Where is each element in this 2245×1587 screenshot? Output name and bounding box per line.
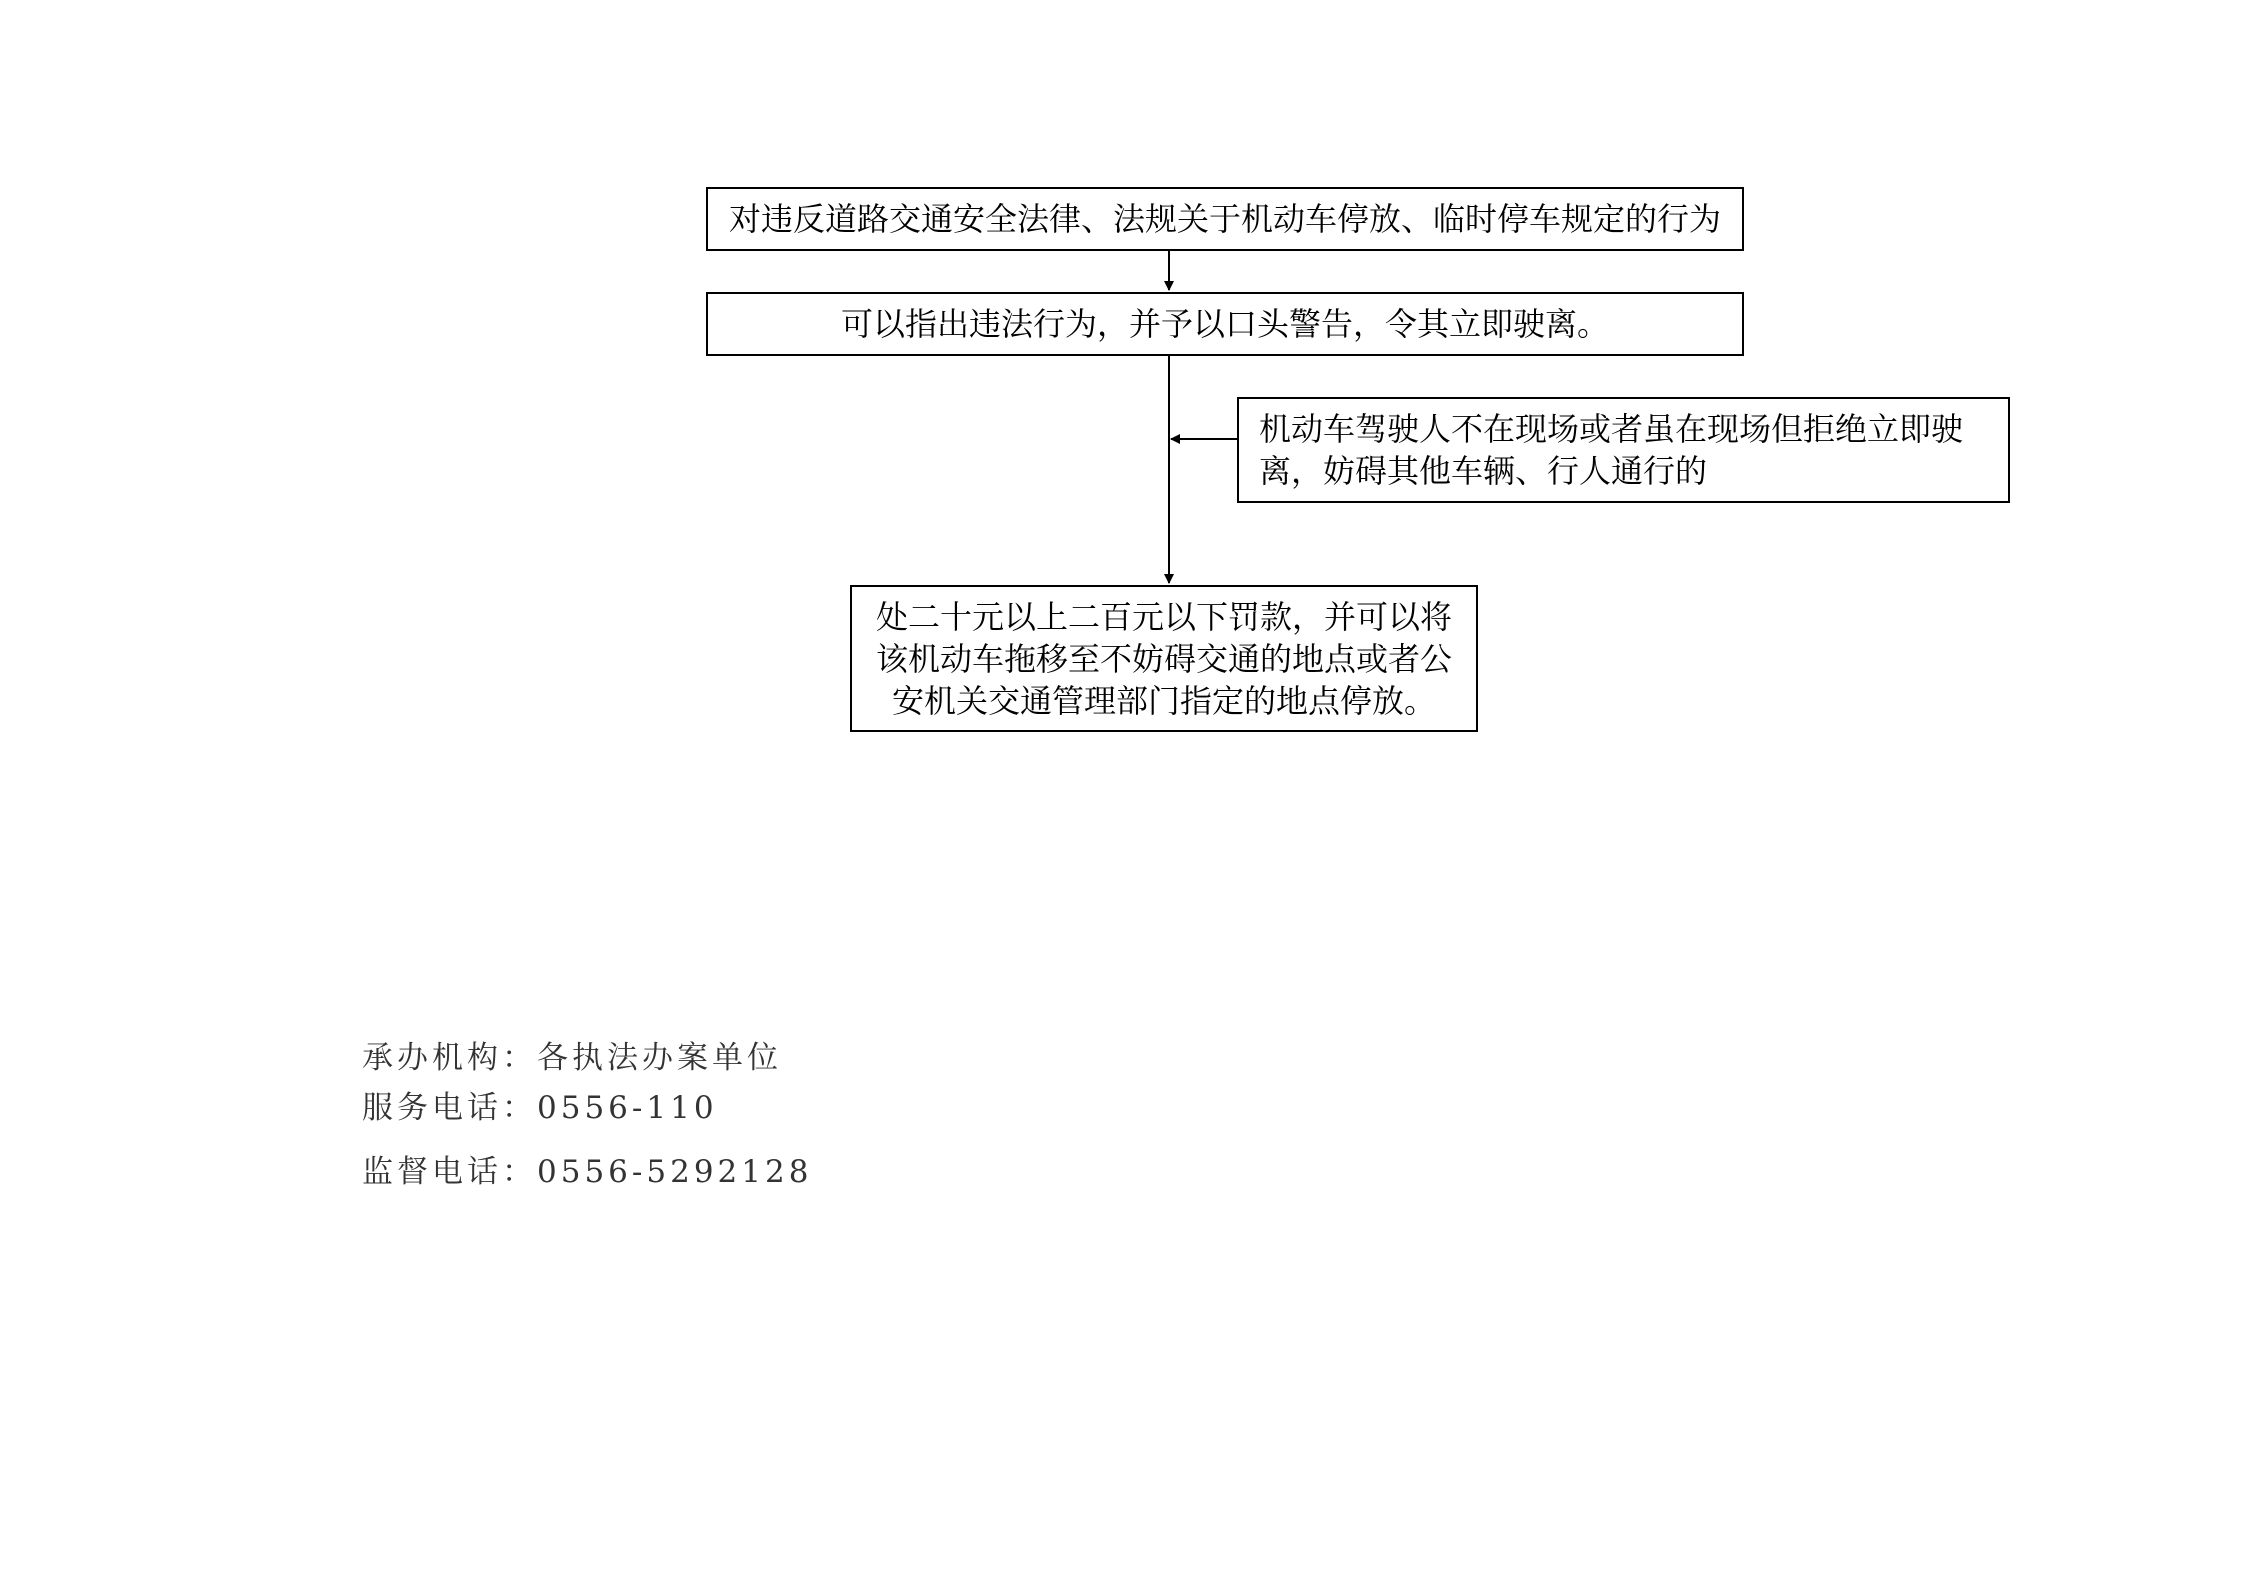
flow-condition-refuse-text: 机动车驾驶人不在现场或者虽在现场但拒绝立即驶离，妨碍其他车辆、行人通行的 <box>1259 410 1964 490</box>
footer-organization: 承办机构：各执法办案单位 <box>362 1040 782 1076</box>
footer-supervision-phone: 监督电话：0556-5292128 <box>362 1154 813 1190</box>
flow-step-warning-text: 可以指出违法行为，并予以口头警告，令其立即驶离。 <box>840 305 1609 343</box>
flow-step-violation-text: 对违反道路交通安全法律、法规关于机动车停放、临时停车规定的行为 <box>728 200 1721 238</box>
flow-condition-refuse <box>1237 397 2010 503</box>
flow-step-penalty-text: 处二十元以上二百元以下罚款，并可以将该机动车拖移至不妨碍交通的地点或者公安机关交通管理部门指定的地点停放。 <box>875 597 1452 720</box>
footer-service-phone: 服务电话：0556-110 <box>362 1090 718 1126</box>
flow-step-penalty <box>850 585 1478 732</box>
flow-step-warning <box>706 292 1744 356</box>
flow-step-violation <box>706 187 1744 251</box>
